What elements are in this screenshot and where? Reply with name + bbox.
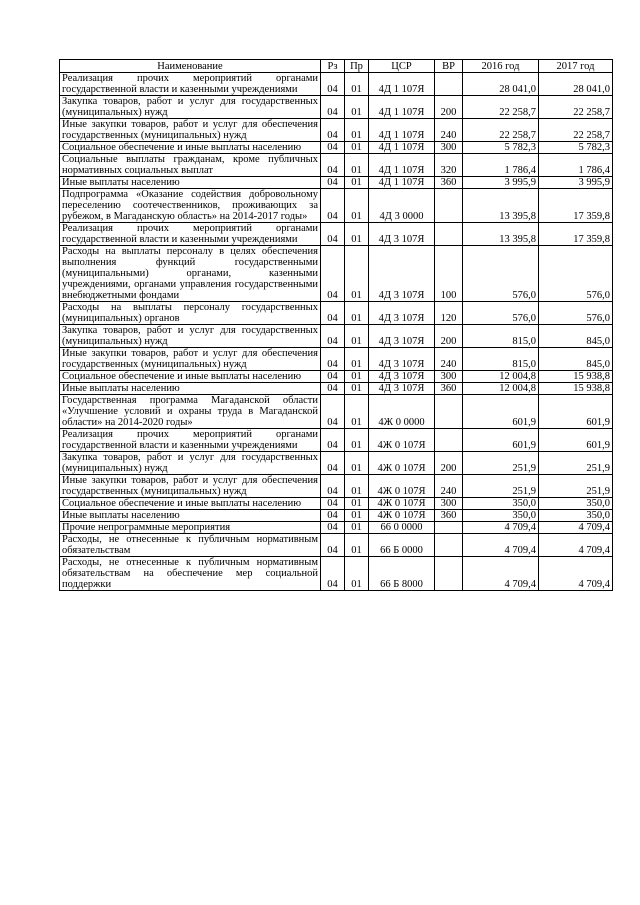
row-amount-2017: 576,0 xyxy=(539,246,613,302)
row-amount-2016: 5 782,3 xyxy=(463,142,539,154)
row-pr: 01 xyxy=(345,223,369,246)
row-amount-2016: 576,0 xyxy=(463,246,539,302)
row-name: Реализация прочих мероприятий органами государственной власти и казенными учреждениями xyxy=(60,223,321,246)
table-row xyxy=(60,325,613,348)
row-rz: 04 xyxy=(321,498,345,510)
row-rz: 04 xyxy=(321,452,345,475)
row-pr: 01 xyxy=(345,395,369,429)
table-row xyxy=(60,371,613,383)
row-amount-2016: 28 041,0 xyxy=(463,73,539,96)
row-csr: 4Д 1 107Я xyxy=(369,96,435,119)
row-amount-2016: 251,9 xyxy=(463,475,539,498)
table-row xyxy=(60,429,613,452)
row-pr: 01 xyxy=(345,557,369,591)
table-row xyxy=(60,557,613,591)
row-rz: 04 xyxy=(321,189,345,223)
row-pr: 01 xyxy=(345,119,369,142)
row-amount-2017: 601,9 xyxy=(539,395,613,429)
header-csr: ЦСР xyxy=(369,60,435,73)
row-vr xyxy=(435,534,463,557)
row-pr: 01 xyxy=(345,429,369,452)
row-pr: 01 xyxy=(345,498,369,510)
table-row xyxy=(60,73,613,96)
row-name: Расходы на выплаты персоналу государственных (муниципальных) органов xyxy=(60,302,321,325)
row-amount-2016: 13 395,8 xyxy=(463,189,539,223)
row-amount-2016: 350,0 xyxy=(463,498,539,510)
table-row xyxy=(60,119,613,142)
table-row xyxy=(60,395,613,429)
row-name: Иные выплаты населению xyxy=(60,510,321,522)
row-csr: 4Ж 0 0000 xyxy=(369,395,435,429)
row-rz: 04 xyxy=(321,395,345,429)
row-csr: 4Д 3 107Я xyxy=(369,246,435,302)
row-amount-2017: 845,0 xyxy=(539,325,613,348)
header-vr: ВР xyxy=(435,60,463,73)
header-pr: Пр xyxy=(345,60,369,73)
row-amount-2016: 4 709,4 xyxy=(463,557,539,591)
row-amount-2016: 350,0 xyxy=(463,510,539,522)
row-name: Расходы, не отнесенные к публичным нормативным обязательствам xyxy=(60,534,321,557)
table-row xyxy=(60,348,613,371)
budget-table xyxy=(59,59,613,591)
row-name: Иные закупки товаров, работ и услуг для обеспечения государственных (муниципальных) нужд xyxy=(60,348,321,371)
row-rz: 04 xyxy=(321,119,345,142)
row-csr: 66 0 0000 xyxy=(369,522,435,534)
header-2017: 2017 год xyxy=(539,60,613,73)
row-vr: 120 xyxy=(435,302,463,325)
row-amount-2016: 22 258,7 xyxy=(463,119,539,142)
row-amount-2017: 17 359,8 xyxy=(539,223,613,246)
row-name: Социальное обеспечение и иные выплаты населению xyxy=(60,498,321,510)
row-amount-2016: 815,0 xyxy=(463,325,539,348)
row-amount-2017: 5 782,3 xyxy=(539,142,613,154)
row-csr: 4Д 1 107Я xyxy=(369,177,435,189)
row-pr: 01 xyxy=(345,510,369,522)
row-vr: 360 xyxy=(435,510,463,522)
row-vr: 300 xyxy=(435,142,463,154)
row-vr xyxy=(435,73,463,96)
row-rz: 04 xyxy=(321,96,345,119)
table-row xyxy=(60,475,613,498)
row-amount-2017: 251,9 xyxy=(539,452,613,475)
table-row xyxy=(60,142,613,154)
table-row xyxy=(60,534,613,557)
row-vr: 360 xyxy=(435,383,463,395)
row-pr: 01 xyxy=(345,383,369,395)
row-amount-2016: 4 709,4 xyxy=(463,534,539,557)
row-csr: 4Д 3 107Я xyxy=(369,325,435,348)
row-csr: 4Ж 0 107Я xyxy=(369,498,435,510)
row-pr: 01 xyxy=(345,154,369,177)
table-row xyxy=(60,223,613,246)
row-pr: 01 xyxy=(345,246,369,302)
row-rz: 04 xyxy=(321,557,345,591)
row-vr xyxy=(435,395,463,429)
row-name: Прочие непрограммные мероприятия xyxy=(60,522,321,534)
row-name: Иные выплаты населению xyxy=(60,177,321,189)
row-amount-2017: 4 709,4 xyxy=(539,557,613,591)
table-row xyxy=(60,452,613,475)
row-name: Подпрограмма «Оказание содействия добровольному переселению соотечественников, проживающих за рубежом, в Магаданскую область» на 2014-2017 годы» xyxy=(60,189,321,223)
row-name: Иные закупки товаров, работ и услуг для обеспечения государственных (муниципальных) нужд xyxy=(60,475,321,498)
row-amount-2017: 576,0 xyxy=(539,302,613,325)
row-rz: 04 xyxy=(321,325,345,348)
row-csr: 4Д 3 107Я xyxy=(369,383,435,395)
row-amount-2016: 13 395,8 xyxy=(463,223,539,246)
table-row xyxy=(60,522,613,534)
row-rz: 04 xyxy=(321,371,345,383)
row-amount-2017: 22 258,7 xyxy=(539,96,613,119)
row-vr: 240 xyxy=(435,475,463,498)
row-vr: 100 xyxy=(435,246,463,302)
row-rz: 04 xyxy=(321,177,345,189)
row-csr: 4Ж 0 107Я xyxy=(369,429,435,452)
header-rz: Рз xyxy=(321,60,345,73)
row-name: Расходы, не отнесенные к публичным нормативным обязательствам на обеспечение мер социальной поддержки xyxy=(60,557,321,591)
row-vr: 200 xyxy=(435,96,463,119)
row-amount-2017: 350,0 xyxy=(539,510,613,522)
row-vr: 240 xyxy=(435,119,463,142)
row-name: Закупка товаров, работ и услуг для государственных (муниципальных) нужд xyxy=(60,96,321,119)
row-amount-2017: 251,9 xyxy=(539,475,613,498)
row-vr: 300 xyxy=(435,371,463,383)
row-pr: 01 xyxy=(345,371,369,383)
row-name: Реализация прочих мероприятий органами государственной власти и казенными учреждениями xyxy=(60,429,321,452)
row-vr: 300 xyxy=(435,498,463,510)
row-amount-2016: 601,9 xyxy=(463,395,539,429)
table-row xyxy=(60,383,613,395)
row-amount-2016: 4 709,4 xyxy=(463,522,539,534)
row-csr: 4Ж 0 107Я xyxy=(369,475,435,498)
row-pr: 01 xyxy=(345,325,369,348)
row-name: Социальные выплаты гражданам, кроме публичных нормативных социальных выплат xyxy=(60,154,321,177)
row-amount-2017: 4 709,4 xyxy=(539,522,613,534)
row-rz: 04 xyxy=(321,475,345,498)
row-amount-2016: 3 995,9 xyxy=(463,177,539,189)
table-row xyxy=(60,96,613,119)
row-vr xyxy=(435,429,463,452)
row-rz: 04 xyxy=(321,429,345,452)
table-row xyxy=(60,189,613,223)
table-row xyxy=(60,246,613,302)
row-name: Государственная программа Магаданской области «Улучшение условий и охраны труда в Магаданской области» на 2014-2020 годы» xyxy=(60,395,321,429)
row-vr xyxy=(435,522,463,534)
row-pr: 01 xyxy=(345,522,369,534)
row-csr: 4Д 3 107Я xyxy=(369,348,435,371)
row-amount-2017: 28 041,0 xyxy=(539,73,613,96)
table-header-row xyxy=(60,60,613,73)
row-vr xyxy=(435,223,463,246)
row-csr: 4Д 1 107Я xyxy=(369,73,435,96)
row-rz: 04 xyxy=(321,223,345,246)
row-amount-2016: 12 004,8 xyxy=(463,371,539,383)
row-name: Иные закупки товаров, работ и услуг для обеспечения государственных (муниципальных) нужд xyxy=(60,119,321,142)
row-csr: 4Д 1 107Я xyxy=(369,142,435,154)
row-pr: 01 xyxy=(345,142,369,154)
row-vr: 200 xyxy=(435,452,463,475)
row-name: Социальное обеспечение и иные выплаты населению xyxy=(60,371,321,383)
row-pr: 01 xyxy=(345,302,369,325)
row-amount-2017: 1 786,4 xyxy=(539,154,613,177)
row-amount-2017: 15 938,8 xyxy=(539,383,613,395)
row-pr: 01 xyxy=(345,96,369,119)
row-name: Закупка товаров, работ и услуг для государственных (муниципальных) нужд xyxy=(60,452,321,475)
row-rz: 04 xyxy=(321,510,345,522)
row-csr: 4Д 3 107Я xyxy=(369,371,435,383)
row-vr: 240 xyxy=(435,348,463,371)
row-amount-2016: 251,9 xyxy=(463,452,539,475)
row-csr: 66 Б 8000 xyxy=(369,557,435,591)
row-rz: 04 xyxy=(321,522,345,534)
row-pr: 01 xyxy=(345,534,369,557)
row-name: Закупка товаров, работ и услуг для государственных (муниципальных) нужд xyxy=(60,325,321,348)
row-csr: 4Ж 0 107Я xyxy=(369,510,435,522)
row-amount-2016: 1 786,4 xyxy=(463,154,539,177)
row-csr: 4Ж 0 107Я xyxy=(369,452,435,475)
row-vr xyxy=(435,557,463,591)
row-rz: 04 xyxy=(321,348,345,371)
table-row xyxy=(60,177,613,189)
row-amount-2016: 815,0 xyxy=(463,348,539,371)
row-csr: 4Д 3 0000 xyxy=(369,189,435,223)
row-amount-2017: 845,0 xyxy=(539,348,613,371)
row-amount-2017: 350,0 xyxy=(539,498,613,510)
row-rz: 04 xyxy=(321,73,345,96)
row-vr: 200 xyxy=(435,325,463,348)
header-2016: 2016 год xyxy=(463,60,539,73)
row-amount-2017: 17 359,8 xyxy=(539,189,613,223)
row-rz: 04 xyxy=(321,246,345,302)
row-csr: 66 Б 0000 xyxy=(369,534,435,557)
row-pr: 01 xyxy=(345,177,369,189)
row-amount-2017: 22 258,7 xyxy=(539,119,613,142)
row-name: Реализация прочих мероприятий органами государственной власти и казенными учреждениями xyxy=(60,73,321,96)
row-amount-2017: 3 995,9 xyxy=(539,177,613,189)
row-amount-2016: 22 258,7 xyxy=(463,96,539,119)
row-rz: 04 xyxy=(321,302,345,325)
row-pr: 01 xyxy=(345,475,369,498)
row-csr: 4Д 3 107Я xyxy=(369,223,435,246)
table-row xyxy=(60,302,613,325)
row-amount-2017: 4 709,4 xyxy=(539,534,613,557)
row-pr: 01 xyxy=(345,73,369,96)
header-name: Наименование xyxy=(60,60,321,73)
row-csr: 4Д 3 107Я xyxy=(369,302,435,325)
row-amount-2017: 601,9 xyxy=(539,429,613,452)
row-vr xyxy=(435,189,463,223)
row-amount-2016: 576,0 xyxy=(463,302,539,325)
row-rz: 04 xyxy=(321,383,345,395)
row-rz: 04 xyxy=(321,154,345,177)
row-rz: 04 xyxy=(321,142,345,154)
row-amount-2016: 601,9 xyxy=(463,429,539,452)
row-amount-2017: 15 938,8 xyxy=(539,371,613,383)
row-name: Расходы на выплаты персоналу в целях обеспечения выполнения функций государственными (муниципальными) органами, казенными учреждениями, органами управления государственными внебюджетными фондами xyxy=(60,246,321,302)
row-name: Социальное обеспечение и иные выплаты населению xyxy=(60,142,321,154)
table-row xyxy=(60,510,613,522)
table-row xyxy=(60,154,613,177)
row-vr: 320 xyxy=(435,154,463,177)
row-rz: 04 xyxy=(321,534,345,557)
row-pr: 01 xyxy=(345,452,369,475)
table-row xyxy=(60,498,613,510)
row-name: Иные выплаты населению xyxy=(60,383,321,395)
row-csr: 4Д 1 107Я xyxy=(369,154,435,177)
row-pr: 01 xyxy=(345,348,369,371)
row-csr: 4Д 1 107Я xyxy=(369,119,435,142)
row-pr: 01 xyxy=(345,189,369,223)
row-amount-2016: 12 004,8 xyxy=(463,383,539,395)
row-vr: 360 xyxy=(435,177,463,189)
